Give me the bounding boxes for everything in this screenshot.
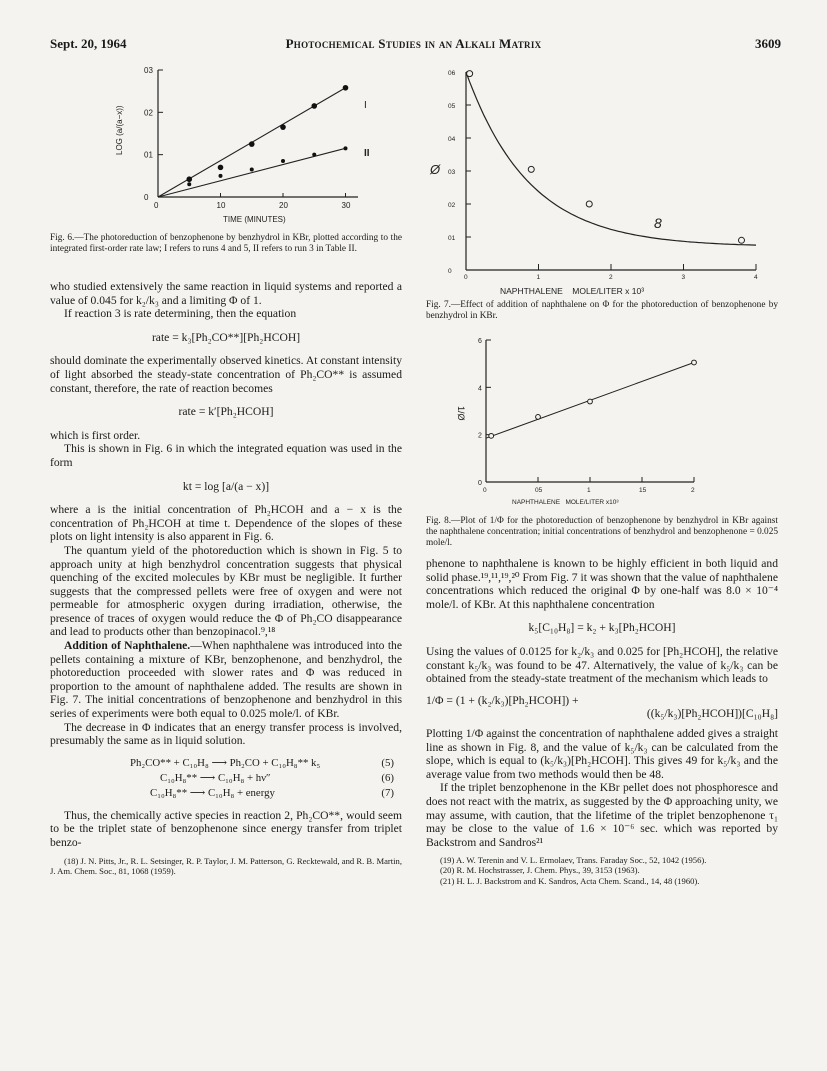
reaction-5-text: Ph₂CO** + C₁₀H₈ ⟶ Ph₂CO + C₁₀H₈** k₅ [130, 756, 321, 769]
fig7-ytick-label: 03 [448, 169, 456, 176]
fig7-point [586, 201, 592, 207]
fig6-point-II [312, 153, 316, 157]
fig7-xtick-label: 2 [609, 274, 613, 281]
reaction-7-number: (7) [381, 786, 394, 799]
left-p7: The quantum yield of the photoreduction which is shown in Fig. 5 to approach unity at high benzhydrol concentration suggests that physical quenching of the excited molecules by KBr must be negligible. It further suggests that the compressed pellets were free of oxygen and were not permeable for atmospheric oxygen during irradiation, otherwise, the presence of traces of oxygen would reduce the Φ of Ph₂CO disappearance and lead to products other than benzopinacol.⁹,¹⁸ [50, 543, 402, 639]
fig7-xtick-label: 1 [536, 274, 541, 281]
right-eq1: k₅[C₁₀H₈] = k₂ + k₃[Ph₂HCOH] [528, 621, 676, 635]
fig8-xtick-label: 1 [587, 487, 591, 494]
fig8-point [588, 399, 593, 404]
fig6-point-I [343, 85, 349, 91]
fig8-ylabel: 1/Ø [456, 406, 466, 421]
fig6-xtick-label: 20 [279, 201, 288, 210]
fig8-xtick-label: 2 [691, 487, 695, 494]
fig8-xtick-label: 15 [639, 487, 647, 494]
reaction-6-text: C₁₀H₈** ⟶ C₁₀H₈ + hν″ [160, 771, 271, 784]
footnote-20: (20) R. M. Hochstrasser, J. Chem. Phys., 39, 3153 (1963). [440, 865, 640, 876]
right-p3: Plotting 1/Φ against the concentration of naphthalene added gives a straight line as shown in Fig. 8, and the value of k₅/k₃ can be calculated from the slope, which is equal to (k₅/k₃)[Ph₂HCOH]. This gives 49 for k₅/k₃ and the average value from two methods would then be 48. [426, 726, 778, 781]
fig6-point-II [250, 167, 254, 171]
fig8-point [489, 433, 494, 438]
footnote-19: (19) A. W. Terenin and V. L. Ermolaev, Trans. Faraday Soc., 52, 1042 (1956). [440, 855, 707, 866]
left-p5: This is shown in Fig. 6 in which the integrated equation was used in the form [50, 442, 402, 469]
footnotes-right [426, 855, 778, 886]
fig6-xtick-label: 0 [154, 201, 159, 210]
fig8-xlabel: NAPHTHALENE MOLE/LITER x10³ [512, 499, 619, 506]
fig6-ytick-label: 03 [144, 66, 153, 75]
fig6-xlabel: TIME (MINUTES) [223, 215, 286, 224]
right-eq2a: 1/Φ = (1 + (k₂/k₃)[Ph₂HCOH]) + [426, 693, 579, 707]
fig6-point-I [249, 141, 255, 147]
left-p9: The decrease in Φ indicates that an energy transfer process is involved, presumably the same as in liquid solution. [50, 720, 402, 748]
figure-7-chart [426, 60, 778, 300]
fig7-curve-label: 8 [654, 215, 662, 231]
fig7-point [739, 237, 745, 243]
figure-6-caption: Fig. 6.—The photoreduction of benzophenone by benzhydrol in KBr, plotted according to the integrated first-order rate law; I refers to runs 4 and 5, II refers to run 3 in Table II. [50, 233, 402, 254]
running-date: Sept. 20, 1964 [50, 36, 127, 51]
fig7-ytick-label: 05 [448, 103, 456, 110]
right-eq2b: ((k₅/k₃)[Ph₂HCOH])[C₁₀H₈] [646, 707, 778, 721]
figure-6-chart [108, 60, 378, 230]
left-p1: who studied extensively the same reaction in liquid systems and reported a value of 0.045 for k₂/k₃ and a limiting Φ of 1. [50, 280, 402, 307]
fig8-ytick-label: 0 [478, 480, 482, 487]
reaction-6 [130, 771, 394, 786]
left-p3: should dominate the experimentally observed kinetics. At constant intensity of light absorbed the steady-state concentration of Ph₂CO** is assumed constant, therefore, the rate of reaction becomes [50, 354, 402, 395]
fig8-ytick-label: 2 [478, 432, 482, 440]
fig7-point [467, 71, 473, 77]
left-eq3: kt = log [a/(a − x)] [182, 479, 270, 493]
fig7-ytick-label: 04 [448, 136, 456, 143]
section-heading-naphthalene: Addition of Naphthalene. [64, 639, 191, 653]
footnote-18 [50, 856, 402, 876]
fig7-ytick-label: 06 [448, 70, 456, 77]
left-p10: Thus, the chemically active species in reaction 2, Ph₂CO**, would seem to be the triplet state of benzophenone since energy transfer from triplet benzo- [50, 808, 402, 849]
fig6-label-I: I [364, 100, 367, 111]
fig8-point [536, 415, 541, 420]
fig6-point-II [219, 174, 223, 178]
fig7-ytick-label: 02 [448, 202, 456, 209]
right-p2: Using the values of 0.0125 for k₂/k₃ and 0.025 for [Ph₂HCOH], the relative constant k₅/k₃ was found to be 47. Alternatively, the value of k₅/k₃ can be obtained from the steady-state treatment of the mechanism which leads to [426, 644, 778, 686]
reaction-list [130, 756, 394, 801]
left-eq2: rate = k′[Ph₂HCOH] [178, 405, 274, 419]
right-column [426, 557, 778, 886]
reaction-6-number: (6) [381, 771, 394, 784]
fig6-point-II [344, 146, 348, 150]
fig6-label-II: II [364, 148, 370, 159]
footnote-18-text: (18) J. N. Pitts, Jr., R. L. Setsinger, R. P. Taylor, J. M. Patterson, G. Recktewald, and R. B. Martin, J. Am. Chem. Soc., 81, 1068 (1959). [50, 855, 402, 876]
left-p8-text: —When naphthalene was introduced into the pellets containing a mixture of KBr, benzophenone, and benzhydrol, the photoreduction proceeded with slower rates and Φ was reduced in proportion to the amount of naphthalene added. The results are shown in Fig. 7. The initial concentrations of benzophenone and benzhydrol in this series of experiments were both equal to 0.025 mole/l. of KBr. [50, 639, 402, 721]
right-p1: phenone to naphthalene is known to be highly efficient in both liquid and solid phase.¹⁹,¹¹,¹⁹,²⁰ From Fig. 7 it was shown that the value of naphthalene concentrations which reduced the original Φ by one-half was 8.0 × 10⁻⁴ mole/l. of KBr. At this naphthalene concentration [426, 557, 778, 611]
fig8-xtick-label: 05 [535, 487, 543, 494]
footnote-21: (21) H. L. J. Backstrom and K. Sandros, Acta Chem. Scand., 14, 48 (1960). [440, 875, 700, 886]
page-number: 3609 [755, 36, 781, 51]
running-title: Photochemical Studies in an Alkali Matrix [285, 36, 542, 51]
left-column [50, 280, 402, 876]
fig8-xtick-label: 0 [483, 487, 487, 494]
figure-8-chart [426, 330, 778, 510]
fig7-xtick-label: 4 [754, 274, 758, 281]
figure-8-caption: Fig. 8.—Plot of 1/Φ for the photoreduction of benzophenone by benzhydrol in KBr against the naphthalene concentration; initial concentrations of benzhydrol and benzophenone = 0.025 mole/l. [426, 516, 778, 548]
fig7-xtick-label: 0 [464, 274, 468, 281]
fig7-ytick-label: 01 [448, 235, 456, 242]
reaction-7 [130, 786, 394, 801]
left-p2: If reaction 3 is rate determining, then the equation [64, 307, 297, 321]
fig6-ytick-label: 01 [144, 150, 153, 160]
left-p6: where a is the initial concentration of Ph₂HCOH and a − x is the concentration of Ph₂HCOH at time t. Dependence of the slopes of these plots on light intensity is also apparent in Fig. 6. [50, 503, 402, 544]
fig6-point-I [186, 176, 192, 182]
fig6-point-II [281, 159, 285, 163]
left-eq1: rate = k₃[Ph₂CO**][Ph₂HCOH] [151, 330, 301, 344]
fig8-point [692, 360, 697, 365]
reaction-7-text: C₁₀H₈** ⟶ C₁₀H₈ + energy [150, 786, 275, 799]
fig8-ytick-label: 4 [478, 385, 482, 393]
right-p4: If the triplet benzophenone in the KBr pellet does not phosphoresce and does not react with the matrix, as suggested by the Φ approaching unity, we may assume, with caution, that the lifetime of the triplet benzophenone τ₁ may be close to the value of 1.6 × 10⁻⁶ sec. which was reported by Backstrom and Sandros²¹ [426, 781, 778, 849]
fig6-ytick-label: 0 [144, 193, 149, 202]
fig7-ylabel: Ø [430, 162, 441, 177]
left-p4: which is first order. [50, 428, 141, 442]
fig6-point-I [280, 124, 286, 130]
fig6-point-I [311, 103, 317, 109]
fig7-ytick-label: 0 [448, 268, 452, 275]
fig7-point [528, 166, 534, 172]
reaction-5-number: (5) [381, 756, 394, 769]
fig6-ylabel: LOG (a/(a−x)) [115, 105, 124, 155]
fig6-point-II [187, 182, 191, 186]
fig8-ytick-label: 6 [478, 338, 482, 345]
fig6-line-II [158, 148, 346, 197]
fig7-xlabel: NAPHTHALENE MOLE/LITER x 10³ [500, 286, 645, 296]
fig6-xtick-label: 30 [341, 201, 351, 210]
figure-7-caption: Fig. 7.—Effect of addition of naphthalene on Φ for the photoreduction of benzophenone by benzhydrol in KBr. [426, 300, 778, 321]
fig6-point-I [218, 165, 224, 171]
reaction-5 [130, 756, 394, 771]
fig7-xtick-label: 3 [681, 274, 686, 281]
fig6-ytick-label: 02 [144, 108, 153, 118]
left-p8 [50, 639, 402, 721]
fig6-xtick-label: 10 [216, 201, 226, 210]
